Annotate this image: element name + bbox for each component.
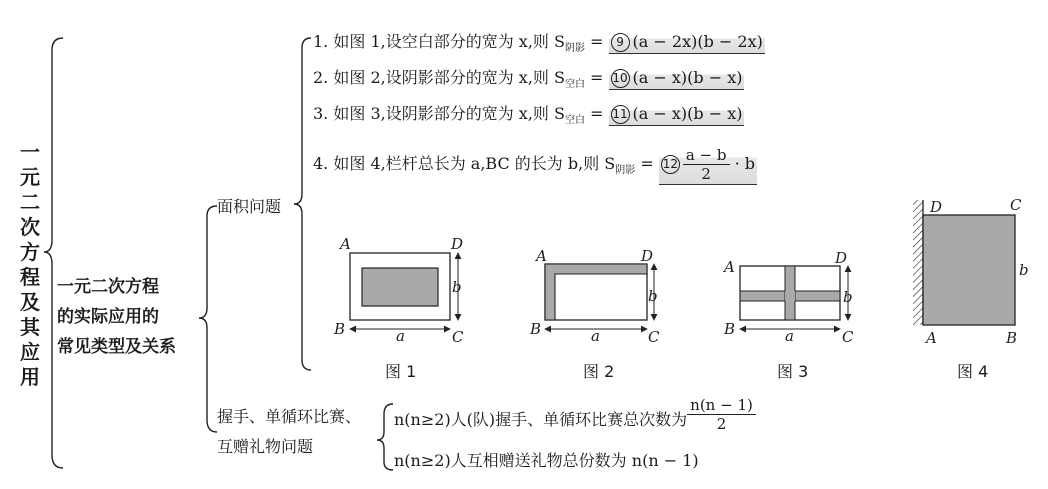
answer-tail: · b bbox=[729, 154, 755, 173]
answer-number-badge: 12 bbox=[661, 155, 680, 174]
point-label-c: C bbox=[842, 328, 854, 346]
rule-subscript: 空白 bbox=[564, 115, 585, 126]
caption-figure-2: 图 2 bbox=[583, 362, 615, 381]
point-label-a: A bbox=[926, 329, 937, 347]
rule-text: 4. 如图 4,栏杆总长为 a,BC 的长为 b,则 S bbox=[313, 154, 616, 173]
point-label-a: A bbox=[340, 235, 351, 253]
caption-figure-3: 图 3 bbox=[777, 362, 809, 381]
point-label-d: D bbox=[451, 235, 464, 253]
point-label-b: B bbox=[724, 320, 736, 338]
answer-number-badge: 10 bbox=[611, 69, 630, 88]
fraction-numerator: n(n − 1) bbox=[687, 396, 756, 415]
answer-number-badge: 9 bbox=[611, 33, 630, 52]
subtopic-line: 的实际应用的 bbox=[57, 307, 159, 327]
equals-sign: = bbox=[635, 154, 659, 173]
answer-text: (a − x)(b − x) bbox=[632, 68, 743, 87]
point-label-a: A bbox=[724, 258, 735, 276]
figure-4 bbox=[913, 196, 1029, 347]
point-label-d: D bbox=[835, 249, 848, 267]
point-label-b: B bbox=[1006, 329, 1018, 347]
handshake-rule bbox=[394, 396, 756, 440]
answer-text: (a − x)(b − x) bbox=[632, 104, 743, 123]
dimension-label-b: b bbox=[1019, 261, 1029, 279]
point-label-a: A bbox=[536, 247, 547, 265]
equals-sign: = bbox=[584, 104, 609, 123]
rule-text: n(n≥2)人(队)握手、单循环比赛总次数为 bbox=[394, 410, 688, 429]
answer-text: (a − 2x)(b − 2x) bbox=[632, 32, 763, 51]
point-label-c: C bbox=[648, 328, 660, 346]
rule-subscript: 阴影 bbox=[564, 43, 585, 54]
caption-figure-4: 图 4 bbox=[957, 362, 989, 381]
subtopic-line: 常见类型及关系 bbox=[57, 337, 176, 357]
subtopic-line: 一元二次方程 bbox=[57, 277, 159, 297]
dimension-label-a: a bbox=[396, 327, 405, 345]
rule-text: 1. 如图 1,设空白部分的宽为 x,则 S bbox=[313, 32, 565, 51]
point-label-d: D bbox=[930, 198, 943, 216]
point-label-b: B bbox=[530, 320, 542, 338]
fraction-denominator: 2 bbox=[716, 415, 727, 433]
equals-sign: = bbox=[584, 32, 609, 51]
rule-text: 3. 如图 3,设阴影部分的宽为 x,则 S bbox=[313, 104, 565, 123]
equals-sign: = bbox=[584, 68, 609, 87]
point-label-d: D bbox=[641, 247, 654, 265]
fraction-numerator: a − b bbox=[683, 146, 730, 165]
dimension-label-a: a bbox=[591, 327, 600, 345]
point-label-c: C bbox=[1010, 196, 1022, 214]
caption-figure-1: 图 1 bbox=[385, 362, 417, 381]
dimension-label-b: b bbox=[452, 278, 462, 296]
rule-subscript: 阴影 bbox=[615, 165, 636, 176]
dimension-label-b: b bbox=[843, 288, 853, 306]
point-label-b: B bbox=[334, 320, 346, 338]
handshake-label-line-1: 握手、单循环比赛、 bbox=[217, 407, 362, 426]
dimension-label-b: b bbox=[648, 287, 658, 305]
fraction-denominator: 2 bbox=[701, 165, 711, 183]
gift-rule: n(n≥2)人互相赠送礼物总份数为 n(n − 1) bbox=[394, 451, 699, 470]
handshake-fraction bbox=[687, 396, 756, 433]
figure-1 bbox=[333, 235, 464, 346]
handshake-label-line-2: 互赠礼物问题 bbox=[217, 437, 314, 456]
rule-subscript: 空白 bbox=[564, 79, 585, 90]
dimension-label-a: a bbox=[785, 327, 794, 345]
root-title: 一元二次方程及其应用 bbox=[20, 140, 40, 389]
answer-number-badge: 11 bbox=[611, 105, 630, 124]
rule-text: 2. 如图 2,设阴影部分的宽为 x,则 S bbox=[313, 68, 565, 87]
figure-3 bbox=[722, 249, 854, 346]
figure-2 bbox=[529, 247, 660, 346]
area-problem-label: 面积问题 bbox=[217, 197, 282, 216]
point-label-c: C bbox=[452, 328, 464, 346]
